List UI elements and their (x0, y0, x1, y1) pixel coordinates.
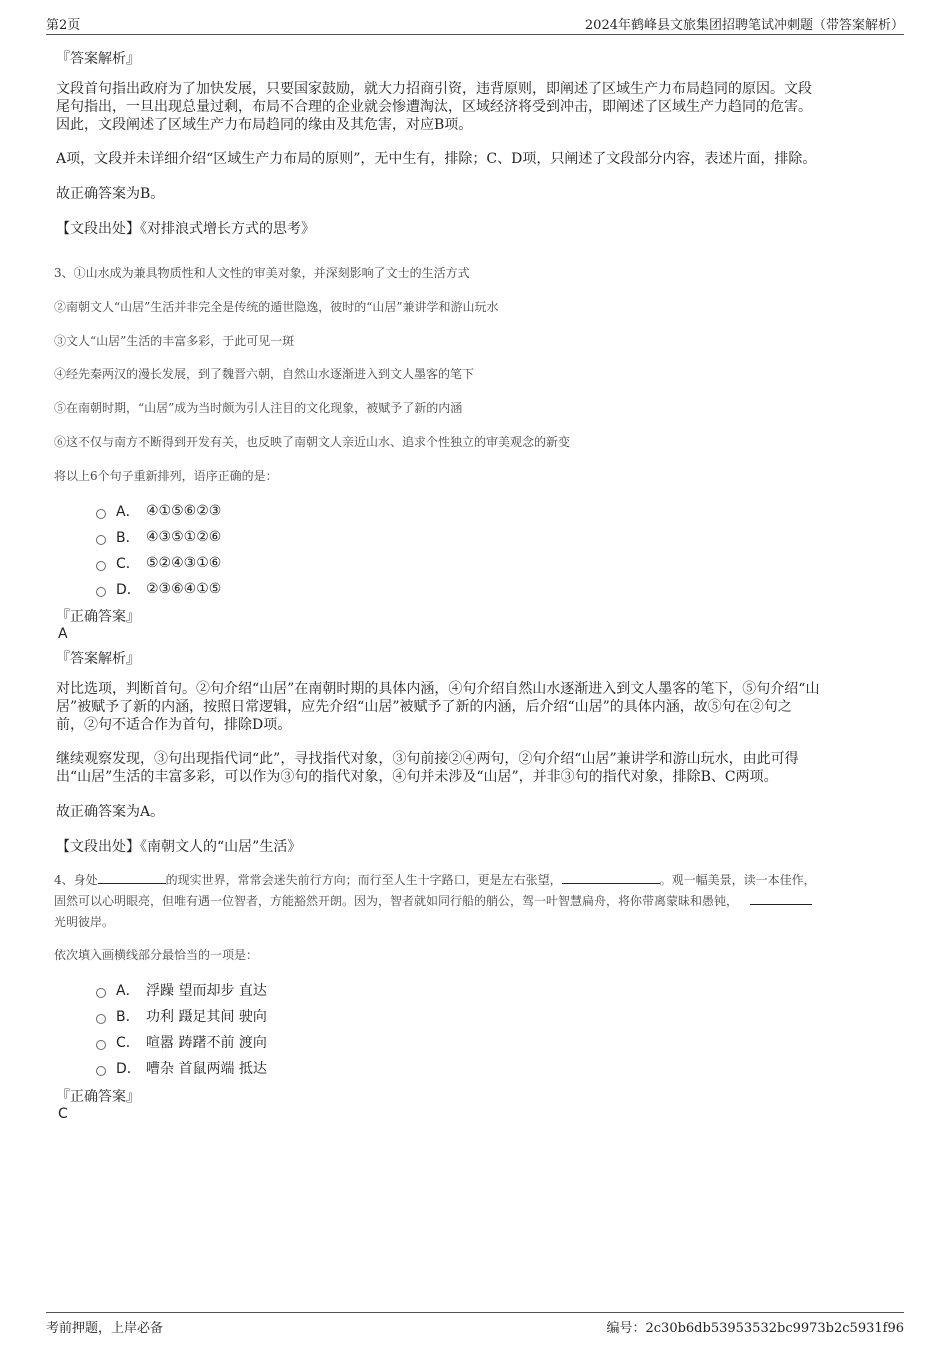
blank-line (98, 872, 166, 884)
document-id: 编号：2c30b6db53953532bc9973b2c5931f96 (606, 1321, 904, 1336)
radio-button-icon[interactable] (96, 535, 106, 545)
option-text: 浮躁 望而却步 直达 (146, 983, 267, 999)
q3-sentence-2: ②南朝文人“山居”生活并非完全是传统的遁世隐逸，彼时的“山居”兼讲学和游山玩水 (54, 300, 499, 314)
q3-option-d[interactable] (96, 579, 221, 599)
q3-prompt: 将以上6个句子重新排列，语序正确的是： (54, 469, 278, 483)
page-header (46, 14, 904, 35)
radio-button-icon[interactable] (96, 587, 106, 597)
radio-button-icon[interactable] (96, 988, 106, 998)
q2-source: 【文段出处】《对排浪式增长方式的思考》 (56, 221, 315, 237)
option-text: ②③⑥④①⑤ (146, 581, 222, 597)
option-letter: D． (116, 582, 141, 598)
q3-option-b[interactable] (96, 527, 221, 547)
footer-slogan: 考前押题，上岸必备 (46, 1321, 164, 1336)
text-line: 对比选项，判断首句。②句介绍“山居”在南朝时期的具体内涵，④句介绍自然山水逐渐进入到文人墨客的笔下，⑤句介绍“山 (56, 681, 820, 697)
page-number: 第2页 (46, 18, 81, 33)
text-line: 前，②句不适合作为首句，排除D项。 (56, 717, 292, 733)
option-letter: B． (116, 1009, 140, 1025)
q3-answer-label: 『正确答案』 (56, 609, 140, 625)
radio-button-icon[interactable] (96, 561, 106, 571)
text-fragment: 的现实世界，常常会迷失前行方向；而行至人生十字路口，更是左右张望， (165, 873, 562, 887)
radio-button-icon[interactable] (96, 509, 106, 519)
q4-option-a[interactable] (96, 980, 267, 1000)
text-line: 尾句指出，一旦出现总量过剩，布局不合理的企业就会惨遭淘汰，区域经济将受到冲击，即阐述了区域生产力趋同的危害。 (56, 99, 812, 115)
q3-option-a[interactable] (96, 501, 221, 521)
q3-analysis-label: 『答案解析』 (56, 651, 140, 667)
radio-button-icon[interactable] (96, 1014, 106, 1024)
text-line: 因此，文段阐述了区域生产力布局趋同的缘由及其危害，对应B项。 (56, 117, 473, 133)
q4-answer-label: 『正确答案』 (56, 1089, 140, 1105)
text-line: 出“山居”生活的丰富多彩，可以作为③句的指代对象，④句并未涉及“山居”，并非③句的指代对象，排除B、C两项。 (56, 769, 778, 785)
document-title: 2024年鹤峰县文旅集团招聘笔试冲刺题（带答案解析） (584, 18, 904, 33)
text-fragment: 4、身处 (54, 873, 98, 887)
q2-analysis-label: 『答案解析』 (56, 51, 140, 67)
q4-option-c[interactable] (96, 1032, 267, 1052)
option-text: 功利 蹑足其间 驶向 (146, 1009, 267, 1025)
q3-sentence-1: 3、①山水成为兼具物质性和人文性的审美对象，并深刻影响了文士的生活方式 (54, 266, 470, 280)
q3-analysis-paragraph-1 (56, 680, 890, 734)
q3-sentence-4: ④经先秦两汉的漫长发展，到了魏晋六朝，自然山水逐渐进入到文人墨客的笔下 (54, 367, 475, 381)
text-line (54, 891, 888, 912)
q4-prompt: 依次填入画横线部分最恰当的一项是： (54, 948, 259, 962)
q3-analysis-paragraph-2 (56, 750, 890, 786)
option-letter: C． (116, 1035, 140, 1051)
text-line: 文段首句指出政府为了加快发展，只要国家鼓励，就大力招商引资，违背原则，即阐述了区域生产力布局趋同的原因。文段 (56, 81, 812, 97)
q2-analysis-paragraph-2: A项，文段并未详细介绍“区域生产力布局的原则”，无中生有，排除；C、D项，只阐述了文段部分内容，表述片面，排除。 (56, 151, 817, 167)
q3-analysis-paragraph-3: 故正确答案为A。 (56, 804, 165, 820)
q3-sentence-5: ⑤在南朝时期，“山居”成为当时颇为引人注目的文化现象，被赋予了新的内涵 (54, 401, 463, 415)
option-text: ④③⑤①②⑥ (146, 529, 222, 545)
q4-stem (54, 870, 888, 933)
option-text: ⑤②④③①⑥ (146, 555, 222, 571)
q3-sentence-6: ⑥这不仅与南方不断得到开发有关，也反映了南朝文人亲近山水、追求个性独立的审美观念的新变 (54, 435, 571, 449)
radio-button-icon[interactable] (96, 1040, 106, 1050)
q4-option-d[interactable] (96, 1058, 267, 1078)
q3-option-c[interactable] (96, 553, 221, 573)
blank-line (562, 872, 660, 884)
option-text: ④①⑤⑥②③ (146, 503, 222, 519)
option-text: 喧嚣 踌躇不前 渡向 (146, 1035, 267, 1051)
text-fragment: 。观一幅美景，读一本佳作， (659, 873, 816, 887)
q3-answer: A (58, 626, 68, 642)
option-letter: A． (116, 504, 140, 520)
option-letter: A． (116, 983, 140, 999)
q2-analysis-paragraph-3: 故正确答案为B。 (56, 186, 165, 202)
option-letter: C． (116, 556, 140, 572)
option-letter: D． (116, 1061, 141, 1077)
q3-sentence-3: ③文人“山居”生活的丰富多彩，于此可见一斑 (54, 334, 295, 348)
text-line: 居”被赋予了新的内涵，按照日常逻辑，应先介绍“山居”被赋予了新的内涵，后介绍“山居”的具体内涵，故⑤句在②句之 (56, 699, 792, 715)
text-line: 继续观察发现，③句出现指代词“此”，寻找指代对象，③句前接②④两句，②句介绍“山居”兼讲学和游山玩水，由此可得 (56, 751, 799, 767)
text-line: 光明彼岸。 (54, 915, 115, 929)
text-line (54, 870, 888, 891)
radio-button-icon[interactable] (96, 1066, 106, 1076)
page-footer (46, 1312, 904, 1336)
blank-line (750, 893, 812, 905)
q4-answer: C (58, 1106, 68, 1122)
text-fragment: 固然可以心明眼亮，但唯有遇一位智者，方能豁然开朗。因为，智者就如同行船的艄公，驾一叶智慧扁舟，将你带离蒙昧和愚钝， (54, 894, 739, 908)
option-letter: B． (116, 530, 140, 546)
option-text: 嘈杂 首鼠两端 抵达 (146, 1061, 267, 1077)
q2-analysis-paragraph-1 (56, 80, 890, 134)
q3-source: 【文段出处】《南朝文人的“山居”生活》 (56, 839, 302, 855)
q4-option-b[interactable] (96, 1006, 267, 1026)
